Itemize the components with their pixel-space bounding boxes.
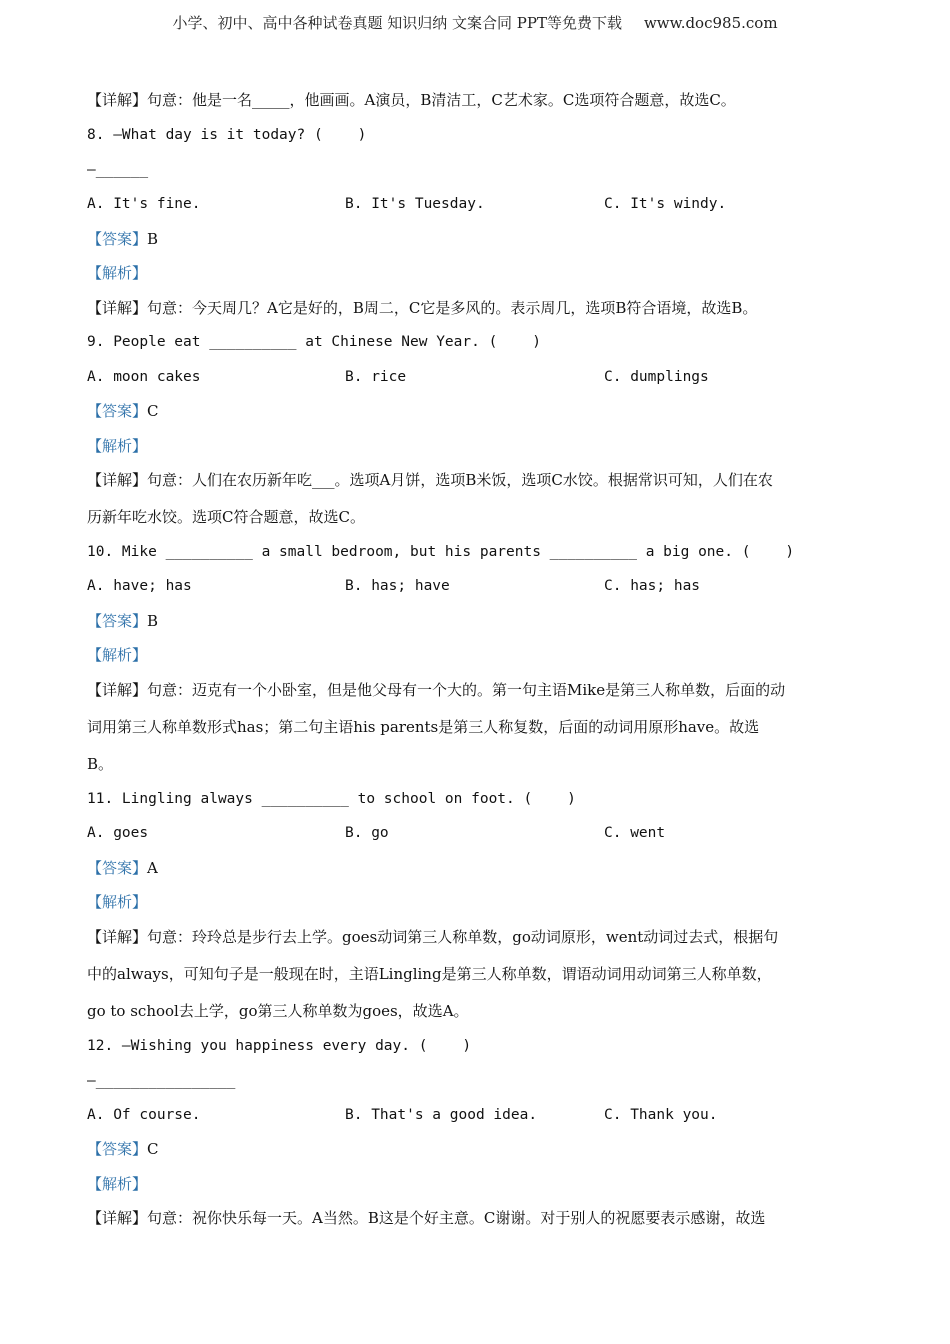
q11-detail-1: 【详解】句意：玲玲总是步行去上学。goes动词第三人称单数，go动词原形，went动词过去式，根据句 <box>87 928 779 946</box>
q9-question: 9. People eat __________ at Chinese New Year. ( ) <box>87 334 541 350</box>
q12-option-b: B. That's a good idea. <box>345 1107 538 1123</box>
q9-option-b: B. rice <box>345 369 407 385</box>
q9-detail-2: 历新年吃水饺。选项C符合题意，故选C。 <box>87 508 365 526</box>
q11-analysis-label: 【解析】 <box>87 893 148 911</box>
q8-reply: —______ <box>87 162 149 178</box>
answer-label: 【答案】 <box>87 230 148 248</box>
q9-option-c: C. dumplings <box>604 369 709 385</box>
q10-detail-2: 词用第三人称单数形式has；第二句主语his parents是第三人称复数，后面的动词用原形have。故选 <box>87 718 760 736</box>
q10-analysis-label: 【解析】 <box>87 646 148 664</box>
q12-option-a: A. Of course. <box>87 1107 201 1123</box>
q12-detail: 【详解】句意：祝你快乐每一天。A当然。B这是个好主意。C谢谢。对于别人的祝愿要表示感谢，故选 <box>87 1209 766 1227</box>
q9-detail-1: 【详解】句意：人们在农历新年吃___。选项A月饼，选项B米饭，选项C水饺。根据常识可知，人们在农 <box>87 471 773 489</box>
q12-answer: 【答案】C <box>87 1140 159 1158</box>
q10-question: 10. Mike __________ a small bedroom, but his parents __________ a big one. ( ) <box>87 544 795 560</box>
q10-detail-1: 【详解】句意：迈克有一个小卧室，但是他父母有一个大的。第一句主语Mike是第三人称单数，后面的动 <box>87 681 786 699</box>
q11-option-a: A. goes <box>87 825 149 841</box>
q11-question: 11. Lingling always __________ to school on foot. ( ) <box>87 791 576 807</box>
q11-answer: 【答案】A <box>87 859 158 877</box>
q10-option-a: A. have; has <box>87 578 192 594</box>
q7-detail: 【详解】句意：他是一名_____，他画画。A演员，B清洁工，C艺术家。C选项符合题意，故选C。 <box>87 91 736 109</box>
q12-option-c: C. Thank you. <box>604 1107 718 1123</box>
header-site: www.doc985.com <box>643 14 778 32</box>
q11-detail-2: 中的always，可知句子是一般现在时，主语Lingling是第三人称单数，谓语动词用动词第三人称单数， <box>87 965 772 983</box>
q12-reply: —________________ <box>87 1073 236 1089</box>
q12-question: 12. —Wishing you happiness every day. ( ) <box>87 1038 472 1054</box>
q8-option-c: C. It's windy. <box>604 196 727 212</box>
q8-question: 8. —What day is it today? ( ) <box>87 127 367 143</box>
q9-option-a: A. moon cakes <box>87 369 201 385</box>
q10-option-c: C. has; has <box>604 578 701 594</box>
q8-option-a: A. It's fine. <box>87 196 201 212</box>
page-header <box>0 12 950 33</box>
q9-analysis-label: 【解析】 <box>87 437 148 455</box>
q11-option-c: C. went <box>604 825 666 841</box>
q10-answer: 【答案】B <box>87 612 159 630</box>
q10-option-b: B. has; have <box>345 578 450 594</box>
q8-answer: 【答案】B <box>87 230 159 248</box>
q8-option-b: B. It's Tuesday. <box>345 196 485 212</box>
q12-analysis-label: 【解析】 <box>87 1175 148 1193</box>
q11-detail-3: go to school去上学，go第三人称单数为goes，故选A。 <box>87 1002 469 1020</box>
q9-answer: 【答案】C <box>87 402 159 420</box>
detail-label: 【详解】 <box>87 91 148 109</box>
q8-detail: 【详解】句意：今天周几？A它是好的，B周二，C它是多风的。表示周几，选项B符合语境，故选B。 <box>87 299 758 317</box>
q10-detail-3: B。 <box>87 755 114 773</box>
q11-option-b: B. go <box>345 825 389 841</box>
q8-analysis-label: 【解析】 <box>87 264 148 282</box>
header-text: 小学、初中、高中各种试卷真题 知识归纳 文案合同 PPT等免费下载 <box>172 14 622 32</box>
